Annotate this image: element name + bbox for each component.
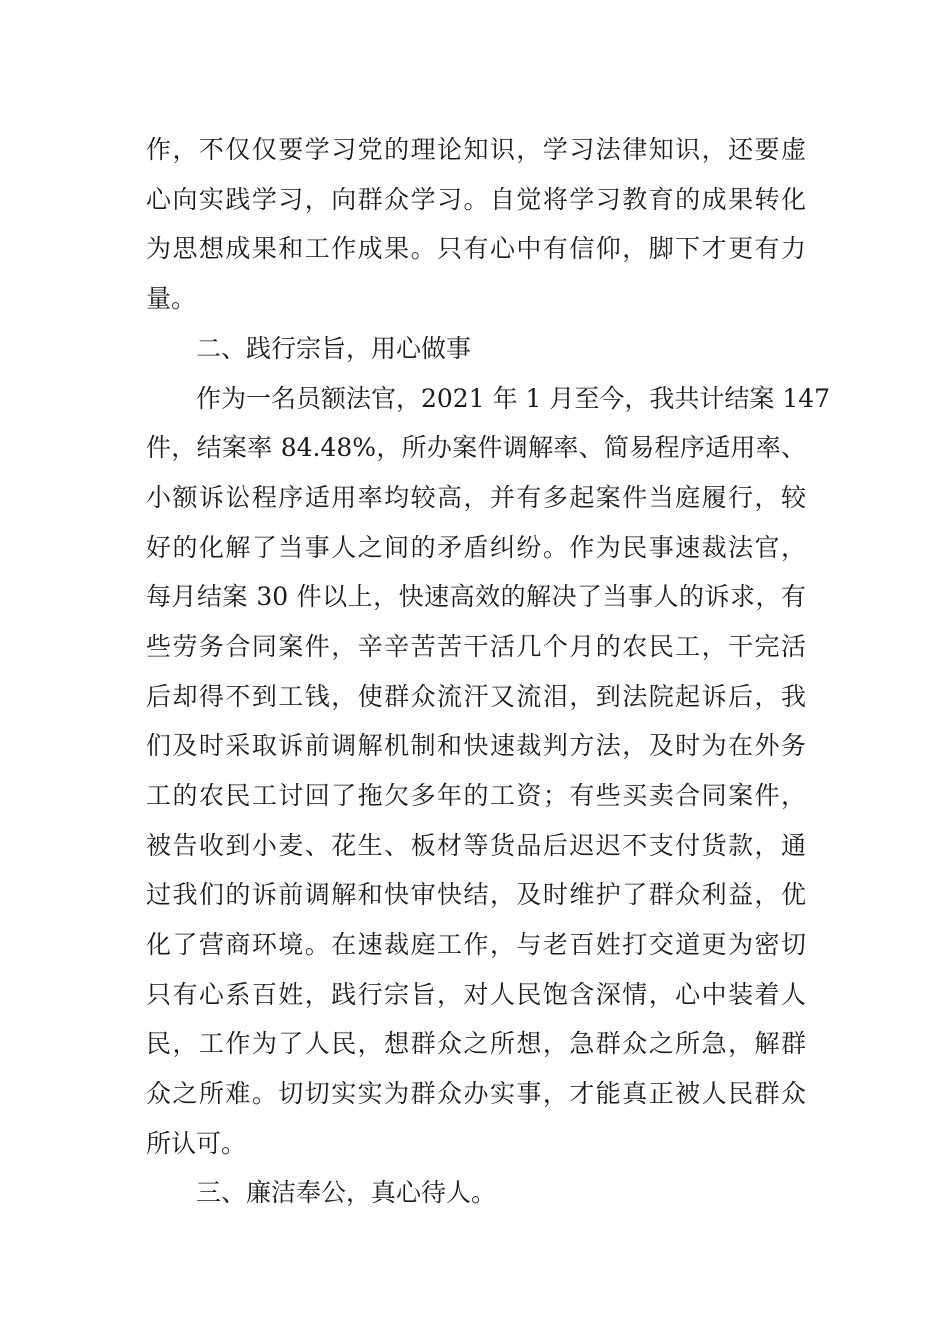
paragraph-line: 众之所难。切切实实为群众办实事，才能真正被人民群众 <box>146 1079 806 1108</box>
section-heading: 三、廉洁奉公，真心待人。 <box>196 1178 497 1207</box>
paragraph-line: 每月结案 30 件以上，快速高效的解决了当事人的诉求，有 <box>146 582 806 611</box>
section-heading: 二、践行宗旨，用心做事 <box>196 334 472 363</box>
paragraph-line: 化了营商环境。在速裁庭工作，与老百姓打交道更为密切 <box>146 930 806 959</box>
paragraph-line: 些劳务合同案件，辛辛苦苦干活几个月的农民工，干完活 <box>146 632 806 661</box>
paragraph-line: 们及时采取诉前调解机制和快速裁判方法，及时为在外务 <box>146 731 806 760</box>
paragraph-line: 作，不仅仅要学习党的理论知识，学习法律知识，还要虚 <box>146 135 806 164</box>
paragraph-line: 件，结案率 84.48%，所办案件调解率、简易程序适用率、 <box>146 433 806 462</box>
paragraph-line: 量。 <box>146 284 197 313</box>
paragraph-line: 过我们的诉前调解和快审快结，及时维护了群众利益，优 <box>146 880 806 909</box>
paragraph-line: 所认可。 <box>146 1129 247 1158</box>
paragraph-line: 好的化解了当事人之间的矛盾纠纷。作为民事速裁法官， <box>146 533 806 562</box>
paragraph-line: 被告收到小麦、花生、板材等货品后迟迟不支付货款，通 <box>146 831 806 860</box>
paragraph-line: 小额诉讼程序适用率均较高，并有多起案件当庭履行，较 <box>146 483 806 512</box>
paragraph-line: 只有心系百姓，践行宗旨，对人民饱含深情，心中装着人 <box>146 980 806 1009</box>
paragraph-line: 工的农民工讨回了拖欠多年的工资；有些买卖合同案件， <box>146 781 806 810</box>
paragraph-line: 为思想成果和工作成果。只有心中有信仰，脚下才更有力 <box>146 234 806 263</box>
paragraph-line: 民，工作为了人民，想群众之所想，急群众之所急，解群 <box>146 1029 806 1058</box>
paragraph-line: 作为一名员额法官，2021 年 1 月至今，我共计结案 147 <box>196 384 831 413</box>
paragraph-line: 后却得不到工钱，使群众流汗又流泪，到法院起诉后，我 <box>146 682 806 711</box>
paragraph-line: 心向实践学习，向群众学习。自觉将学习教育的成果转化 <box>146 185 806 214</box>
